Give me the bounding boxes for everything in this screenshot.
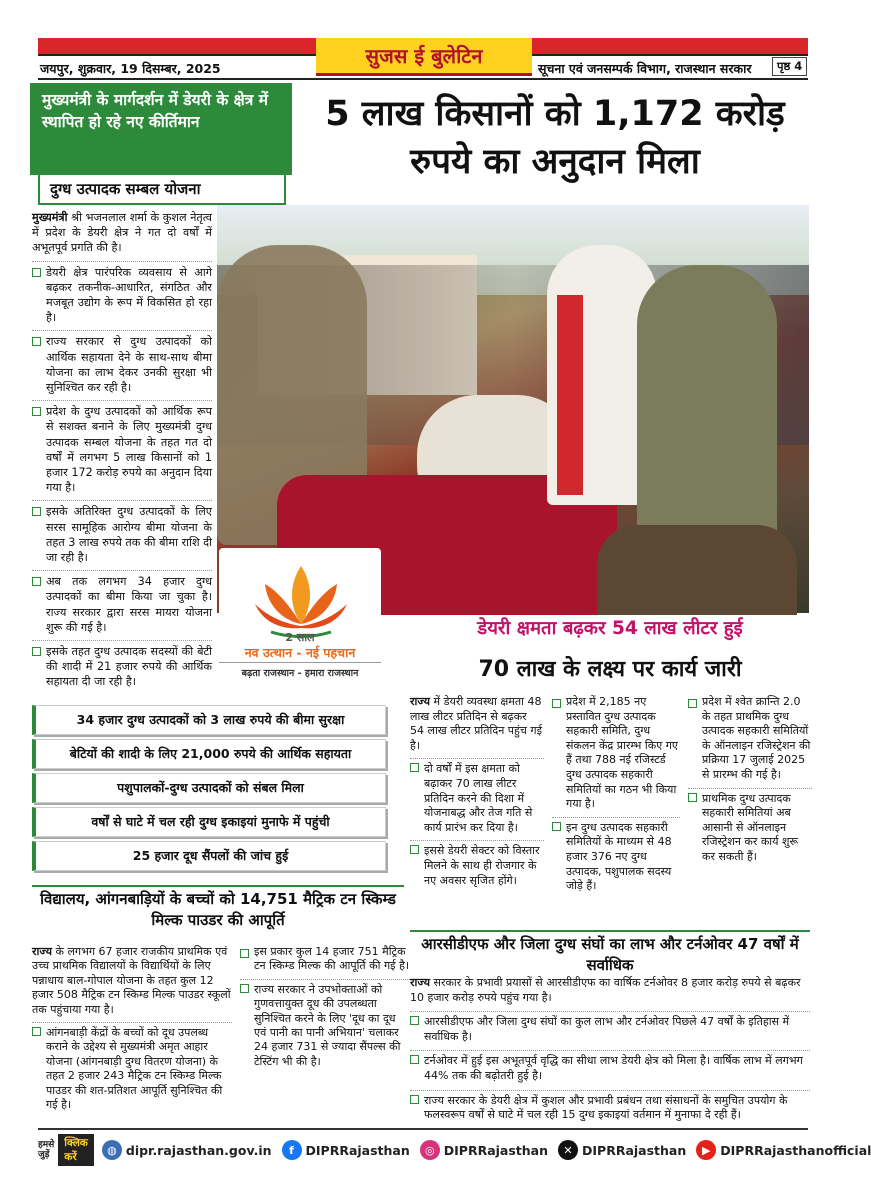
capacity-bullet: प्रदेश में 2,185 नए प्रस्तावित दुग्ध उत्पादक सहकारी समिति, दुग्ध संकलन केंद्र प्रारम्भ किए गए हैं तथा 788 नई रजिस्टर्ड दुग्ध उत्पादक सहकारी समितियों का गठन भी किया गया है। (552, 695, 680, 812)
capacity-column-3 (688, 695, 812, 870)
highlight-item: वर्षों से घाटे में चल रही दुग्ध इकाइयां मुनाफे में पहुंची (32, 807, 386, 837)
campaign-logo (219, 548, 381, 694)
capacity-column-2 (552, 695, 680, 899)
milk-bullet: इस प्रकार कुल 14 हजार 751 मैट्रिक टन स्किम्ड मिल्क की आपूर्ति की गई है। (240, 945, 410, 974)
instagram-link[interactable]: ◎ DIPRRajasthan (420, 1140, 548, 1160)
capacity-bullet: प्राथमिक दुग्ध उत्पादक सहकारी समितियां अब आसानी से ऑनलाइन रजिस्ट्रेशन कर कार्य शुरू कर सकती हैं। (688, 788, 812, 865)
left-column (32, 210, 212, 695)
x-link[interactable]: ✕ DIPRRajasthan (558, 1140, 686, 1160)
youtube-link[interactable]: ▶ DIPRRajasthanofficial (696, 1140, 871, 1160)
highlight-item: 34 हजार दुग्ध उत्पादकों को 3 लाख रुपये की बीमा सुरक्षा (32, 705, 386, 735)
lotus-icon (251, 558, 351, 638)
facebook-icon: f (282, 1140, 302, 1160)
highlight-item: पशुपालकों-दुग्ध उत्पादकों को संबल मिला (32, 773, 386, 803)
youtube-icon: ▶ (696, 1140, 716, 1160)
turnover-intro: राज्य सरकार के प्रभावी प्रयासों से आरसीडीएफ का वार्षिक टर्नओवर 8 हजार करोड़ रुपये से बढ़कर 10 हजार करोड़ रुपये पहुंच गया है। (410, 976, 801, 1004)
milk-bullet: आंगनबाड़ी केंद्रों के बच्चों को दूध उपलब्ध कराने के उद्देश्य से मुख्यमंत्री अमृत आहार योजना (आंगनबाड़ी दुग्ध वितरण योजना) के तहत 2 हजार 243 मैट्रिक टन स्किम्ड मिल्क पाउडर की शत-प्रतिशत आपूर्ति सुनिश्चित की गई है। (32, 1022, 232, 1112)
logo-tagline: नव उत्थान - नई पहचान (244, 645, 356, 660)
turnover-bullet: राज्य सरकार के डेयरी क्षेत्र में कुशल और प्रभावी प्रबंधन तथा संसाधनों के समुचित उपयोग के फलस्वरूप वर्षों से घाटे में चल रही 15 दुग्ध इकाइयां वर्तमान में मुनाफा दे रही हैं। (410, 1090, 810, 1123)
capacity-bullet: इससे डेयरी सेक्टर को विस्तार मिलने के साथ ही रोजगार के नए अवसर सृजित होंगे। (410, 840, 544, 888)
join-label: हमसे जुड़ें (38, 1140, 55, 1160)
department-name: सूचना एवं जनसम्पर्क विभाग, राजस्थान सरकार (538, 61, 752, 76)
milk-section-right (240, 945, 410, 1074)
footer-social-bar (38, 1136, 871, 1164)
website-link[interactable]: ◍ dipr.rajasthan.gov.in (102, 1140, 272, 1160)
footer-rule (38, 1128, 808, 1130)
left-bullet: इसके तहत दुग्ध उत्पादक सदस्यों की बेटी की शादी में 21 हजार रुपये की आर्थिक सहायता दी जा रही है। (32, 640, 212, 690)
milk-intro: राज्य के लगभग 67 हजार राजकीय प्राथमिक एवं उच्च प्राथमिक विद्यालयों के विद्यार्थियों के लिए पन्नाधाय बाल-गोपाल योजना के तहत कुल 12 हजार 508 मैट्रिक टन स्किम्ड मिल्क पाउडर स्कूलों तक पहुंचाया गया है। (32, 945, 231, 1016)
left-bullet: डेयरी क्षेत्र पारंपरिक व्यवसाय से आगे बढ़कर तकनीक-आधारित, संगठित और मजबूत उद्योग के रूप में विकसित हो रहा है। (32, 261, 212, 326)
photo-animal (597, 525, 797, 615)
brand-logo: सुजस ई बुलेटिन (316, 38, 532, 76)
turnover-bullet: आरसीडीएफ और जिला दुग्ध संघों का कुल लाभ और टर्नओवर पिछले 47 वर्षों के इतिहास में सर्वाधिक है। (410, 1011, 810, 1044)
milk-section-heading: विद्यालय, आंगनबाड़ियों के बच्चों को 14,751 मैट्रिक टन स्किम्ड मिल्क पाउडर की आपूर्ति (32, 885, 404, 931)
header-bar-right (532, 38, 808, 54)
highlights-list (32, 705, 404, 875)
photo-scarf (557, 295, 583, 495)
capacity-heading: डेयरी क्षमता बढ़कर 54 लाख लीटर हुई (477, 618, 743, 639)
logo-subtagline: बढ़ता राजस्थान - हमारा राजस्थान (219, 662, 381, 679)
capacity-bullet: दो वर्षों में इस क्षमता को बढ़ाकर 70 लाख लीटर प्रतिदिन करने की दिशा में योजनाबद्ध और तेज गति से कार्य प्रारंभ कर दिया है। (410, 758, 544, 835)
page-headline: 5 लाख किसानों को 1,172 करोड़ रुपये का अनुदान मिला (325, 94, 785, 182)
left-bullet: राज्य सरकार से दुग्ध उत्पादकों को आर्थिक सहायता देने के साथ-साथ बीमा योजना का लाभ देकर उनकी सुरक्षा भी सुनिश्चित कर रही है। (32, 330, 212, 395)
header-bar-left (38, 38, 316, 54)
click-label: क्लिक करें (58, 1134, 94, 1166)
turnover-body (410, 976, 810, 1129)
header-rule-bottom (38, 78, 808, 80)
turnover-heading: आरसीडीएफ और जिला दुग्ध संघों का लाभ और टर्नओवर 47 वर्षों में सर्वाधिक (410, 930, 810, 976)
highlight-item: बेटियों की शादी के लिए 21,000 रुपये की आर्थिक सहायता (32, 739, 386, 769)
left-bullet: इसके अतिरिक्त दुग्ध उत्पादकों के लिए सरस सामूहिक आरोग्य बीमा योजना के तहत 3 लाख रुपये तक की बीमा राशि दी जा रही है। (32, 500, 212, 565)
page-number: पृष्ठ 4 (772, 57, 807, 76)
lead-box-title: मुख्यमंत्री के मार्गदर्शन में डेयरी के क्षेत्र में स्थापित हो रहे नए कीर्तिमान (30, 83, 292, 175)
capacity-bullet: प्रदेश में श्वेत क्रान्ति 2.0 के तहत प्राथमिक दुग्ध उत्पादक सहकारी समितियों के ऑनलाइन रजिस्ट्रेशन की प्रक्रिया 17 जुलाई 2025 से प्रारम्भ की गई है। (688, 695, 812, 783)
milk-bullet: राज्य सरकार ने उपभोक्ताओं को गुणवत्तायुक्त दूध की उपलब्धता सुनिश्चित करने के लिए 'दूध का दूध एवं पानी का पानी अभियान' चलाकर 24 हजार 731 से ज्यादा सैंपल्स की टेस्टिंग भी की है। (240, 979, 410, 1069)
capacity-bullet: इन दुग्ध उत्पादक सहकारी समितियों के माध्यम से 48 हजार 376 नए दुग्ध उत्पादक, पशुपालक सदस्य जोड़े हैं। (552, 817, 680, 894)
left-bullet: अब तक लगभग 34 हजार दुग्ध उत्पादकों का बीमा किया जा चुका है। राज्य सरकार द्वारा सरस मायरा योजना शुरू की गई है। (32, 570, 212, 635)
left-intro: मुख्यमंत्री श्री भजनलाल शर्मा के कुशल नेतृत्व में प्रदेश के डेयरी क्षेत्र ने गत दो वर्षों में अभूतपूर्व प्रगति की है। (32, 211, 212, 255)
highlight-item: 25 हजार दूध सैंपलों की जांच हुई (32, 841, 386, 871)
facebook-link[interactable]: f DIPRRajasthan (282, 1140, 410, 1160)
capacity-intro: राज्य में डेयरी व्यवस्था क्षमता 48 लाख लीटर प्रतिदिन से बढ़कर 54 लाख लीटर प्रतिदिन पहुंच गई है। (410, 695, 542, 752)
dateline: जयपुर, शुक्रवार, 19 दिसम्बर, 2025 (40, 61, 221, 76)
globe-icon: ◍ (102, 1140, 122, 1160)
left-bullet: प्रदेश के दुग्ध उत्पादकों को आर्थिक रूप से सशक्त बनाने के लिए मुख्यमंत्री दुग्ध उत्पादक सम्बल योजना के तहत गत दो वर्षों में लगभग 5 लाख किसानों को 1 हजार 172 करोड़ रुपये का अनुदान दिया गया है। (32, 400, 212, 495)
capacity-column-1 (410, 695, 544, 893)
scheme-name: दुग्ध उत्पादक सम्बल योजना (38, 175, 286, 205)
x-icon: ✕ (558, 1140, 578, 1160)
capacity-subheading: 70 लाख के लक्ष्य पर कार्य जारी (478, 657, 742, 682)
instagram-icon: ◎ (420, 1140, 440, 1160)
milk-section-left (32, 945, 232, 1117)
logo-years: 2 साल (285, 631, 315, 644)
turnover-bullet: टर्नओवर में हुई इस अभूतपूर्व वृद्धि का सीधा लाभ डेयरी क्षेत्र को मिला है। वार्षिक लाभ में लगभग 44% तक की बढ़ोतरी हुई है। (410, 1050, 810, 1083)
